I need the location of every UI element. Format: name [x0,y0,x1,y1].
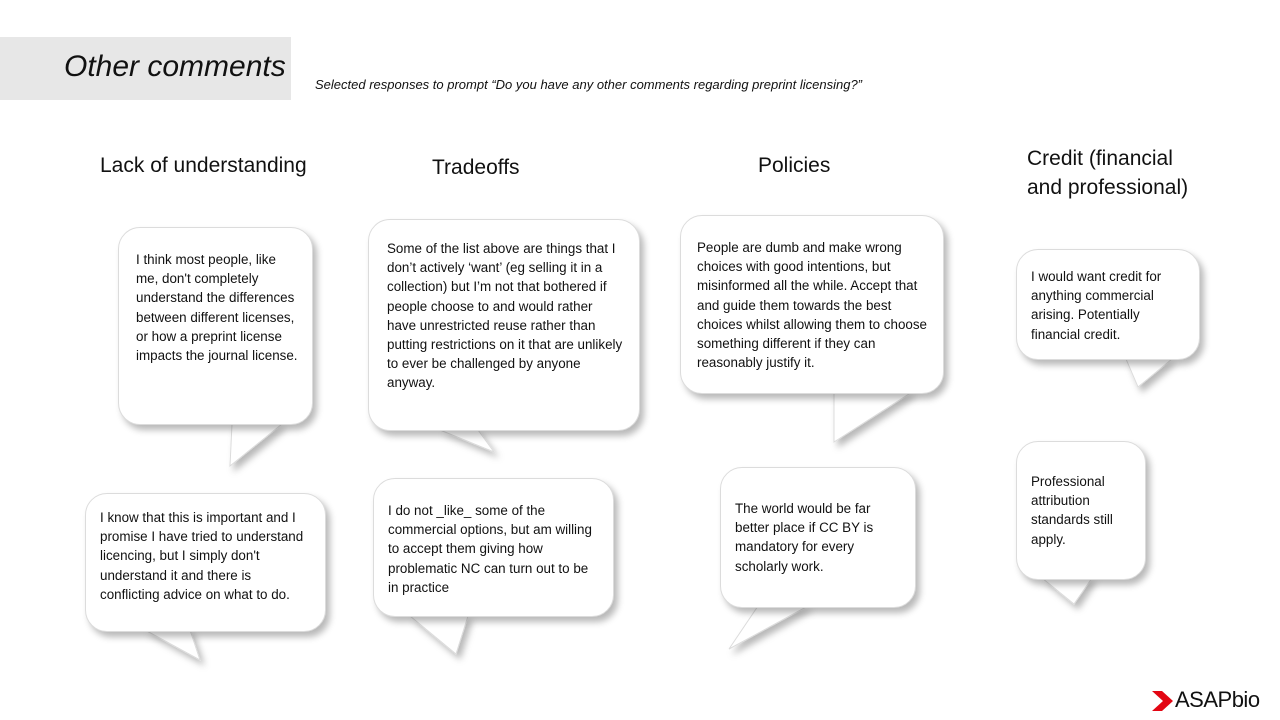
tail-col2-top [440,430,494,452]
tail-col1-top [230,424,282,466]
comment-bubble-2 [85,493,326,632]
heading-policies: Policies [758,154,831,177]
comment-bubble-8 [1016,441,1146,580]
comment-text: People are dumb and make wrong choices with good intentions, but misinformed all the while. Accept that and guide them towards the best choices whilst allowing them to choose something different if they can reasonably justify it. [697,240,927,371]
comment-text: Professional attribution standards still apply. [1031,474,1113,547]
tail-col2-bottom [410,616,468,654]
comment-bubble-3 [368,219,640,431]
comment-bubble-6 [720,467,916,608]
heading-tradeoffs: Tradeoffs [432,156,520,179]
logo-text: ASAPbio [1175,687,1260,712]
comment-bubble-1 [118,227,313,425]
comment-text: The world would be far better place if CC BY is mandatory for every scholarly work. [735,501,874,574]
tail-col3-top [834,392,912,442]
comment-text: Some of the list above are things that I don’t actively ‘want’ (eg selling it in a collection) but I’m not that bothered if people choose to and would rather have unrestricted reuse rather than putting restrictions on it that are unlikely to ever be challenged by anyone anyway. [387,241,623,391]
comment-text: I know that this is important and I promise I have tried to understand licencing, but I simply don't understand it and there is conflicting advice on what to do. [100,510,304,602]
slide-title: Other comments [64,50,286,83]
tail-col4-bottom [1042,578,1092,604]
comment-text: I think most people, like me, don't completely understand the differences between different licenses, or how a preprint license impacts the journal license. [136,252,298,364]
chevron-right-icon [1151,689,1175,713]
tail-col4-top [1126,359,1172,387]
comment-bubble-7 [1016,249,1200,360]
heading-lack-of-understanding: Lack of understanding [100,154,307,177]
tail-col1-bottom [145,630,200,660]
tail-col3-bottom [729,606,808,649]
heading-credit: Credit (financial and professional) [1027,147,1189,199]
comment-bubble-4 [373,478,614,617]
comment-bubble-5 [680,215,944,394]
comment-text: I would want credit for anything commercial arising. Potentially financial credit. [1031,269,1162,342]
comment-text: I do not _like_ some of the commercial options, but am willing to accept them giving how problematic NC can turn out to be in practice [388,503,592,595]
slide-subtitle: Selected responses to prompt “Do you have any other comments regarding preprint licensing?” [315,77,863,92]
